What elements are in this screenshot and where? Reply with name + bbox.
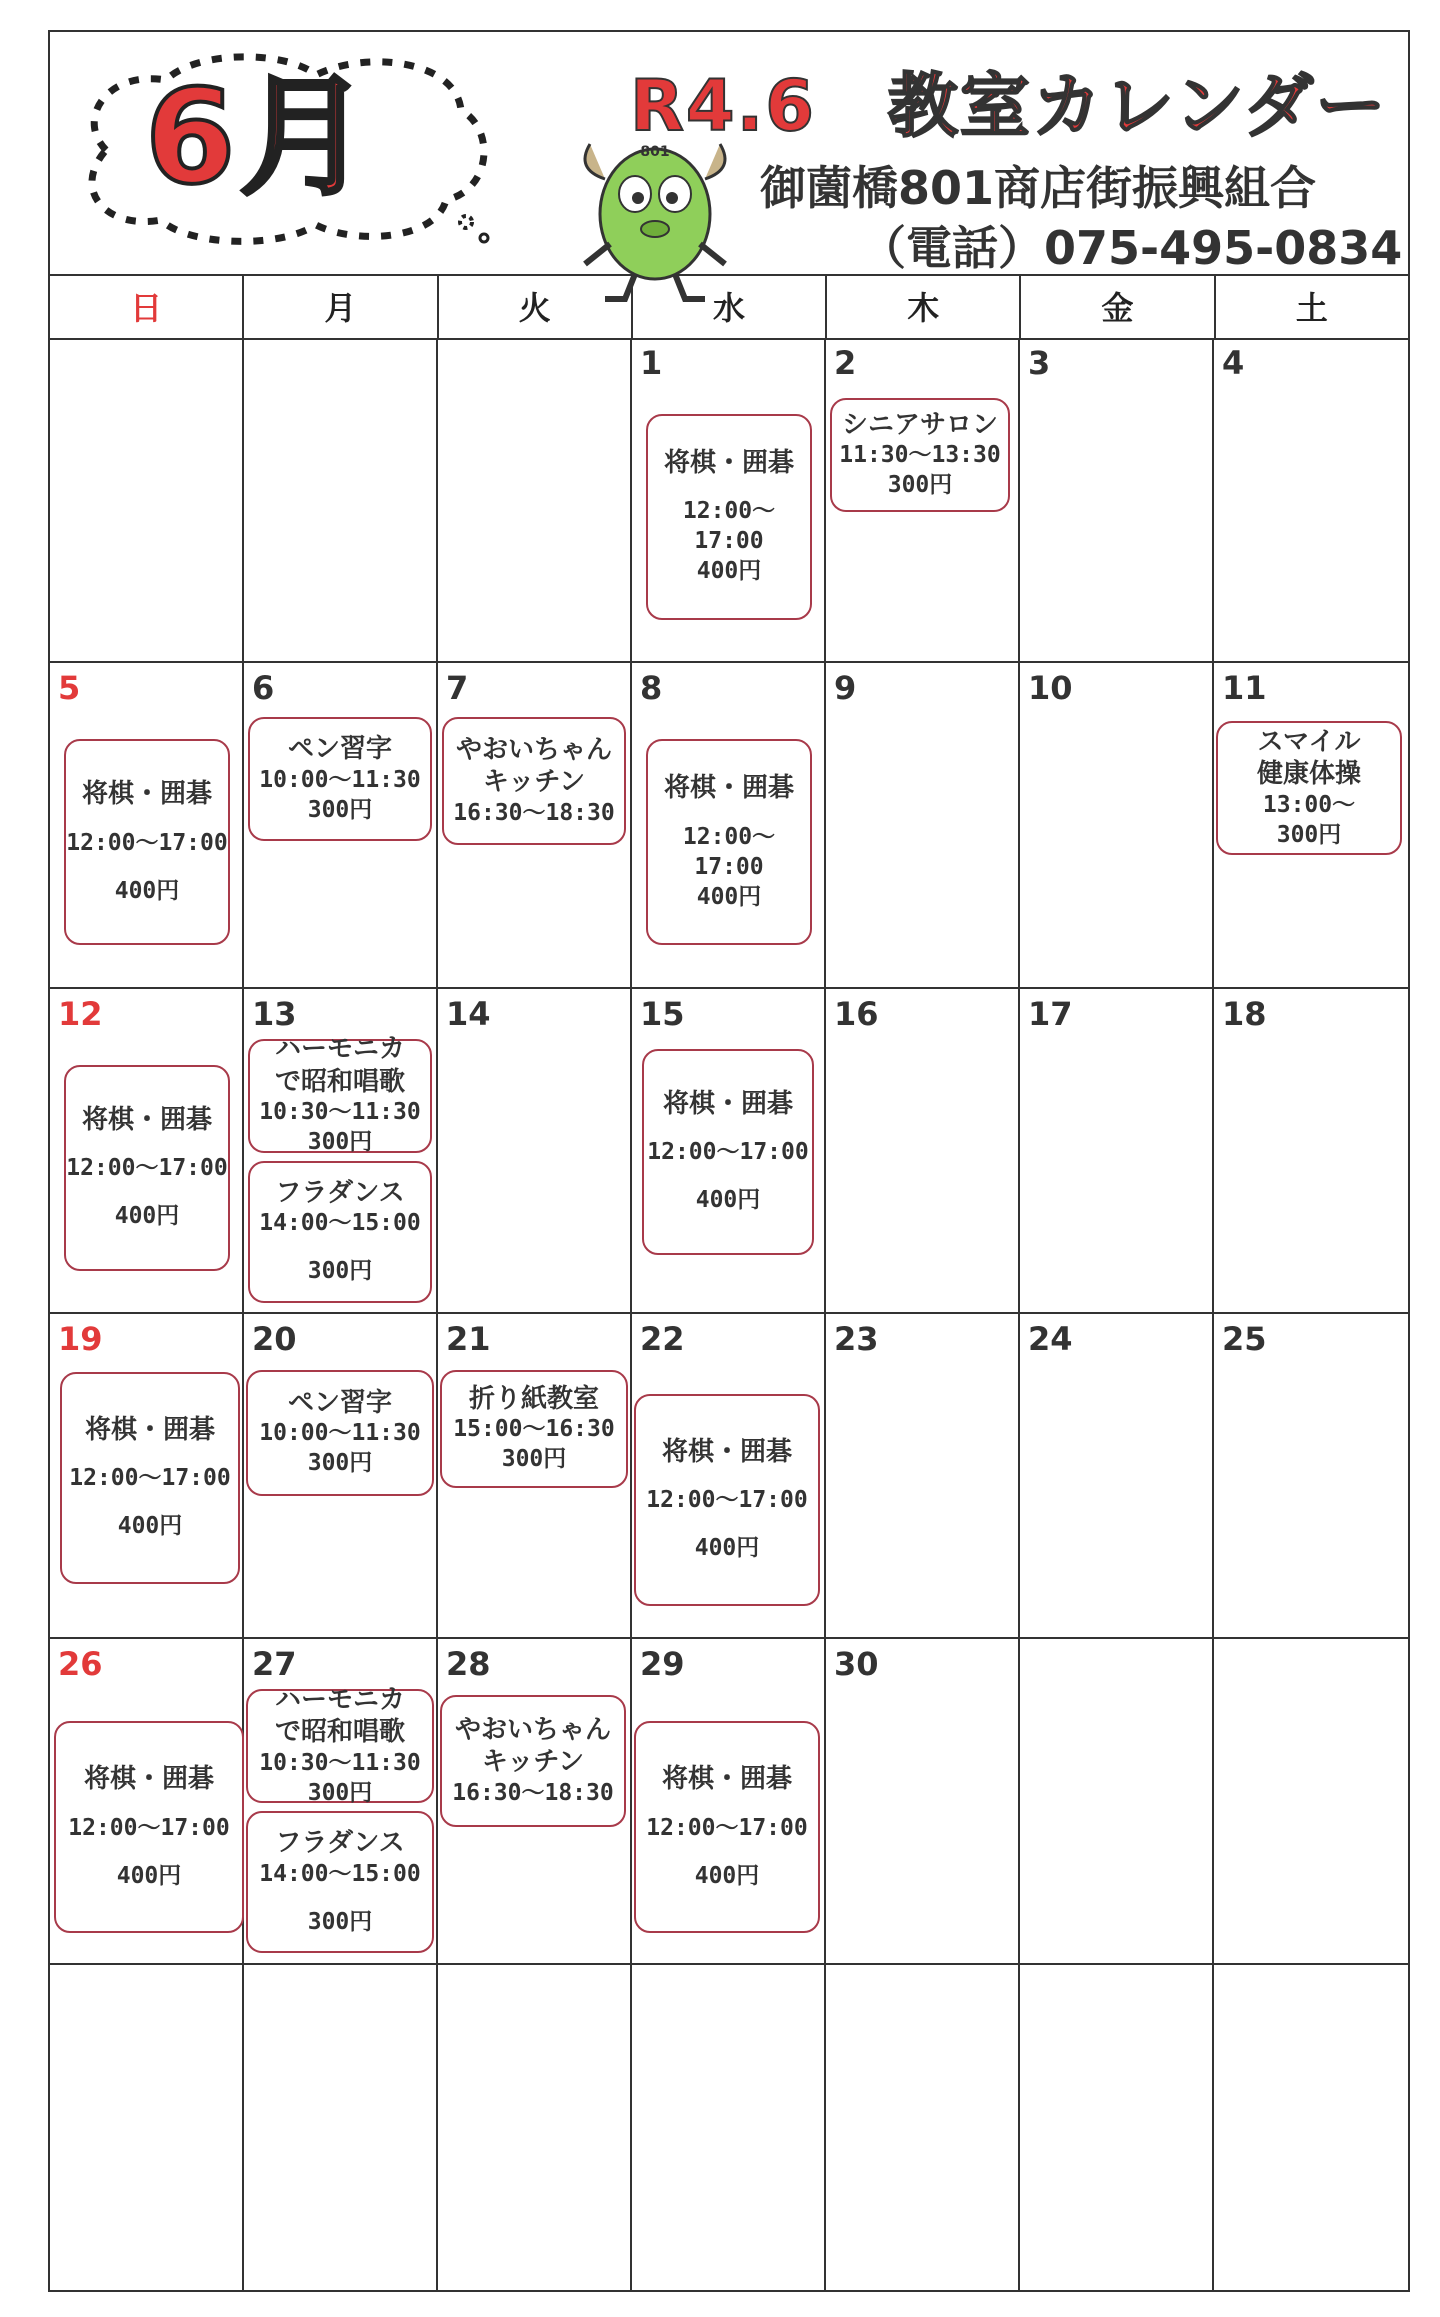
day-number: 13 — [252, 994, 297, 1033]
event-title: ペン習字 — [287, 1387, 392, 1418]
day-number: 27 — [252, 1645, 297, 1684]
day-cell — [1214, 1639, 1408, 1964]
event-pen-shuji[interactable] — [248, 717, 432, 841]
calendar-title: R4.6 教室カレンダー — [630, 65, 1388, 147]
event-price: 400円 — [114, 877, 180, 904]
event-subtitle: で昭和唱歌 — [274, 1717, 405, 1748]
day-number: 7 — [446, 669, 469, 708]
event-price: 300円 — [501, 1446, 567, 1473]
event-price: 300円 — [307, 1129, 373, 1156]
day-cell — [632, 1965, 826, 2290]
day-cell — [438, 1965, 632, 2290]
event-title: 将棋・囲碁 — [661, 1764, 792, 1795]
day-cell — [1020, 989, 1214, 1314]
weekday-sat: 土 — [1295, 289, 1328, 327]
event-title: 将棋・囲碁 — [663, 773, 794, 804]
day-number: 8 — [640, 669, 663, 708]
day-cell — [438, 663, 632, 988]
event-time: 15:00～16:30 — [453, 1416, 615, 1443]
day-cell — [826, 989, 1020, 1314]
event-time: 10:00～11:30 — [259, 766, 421, 793]
event-time-start: 12:00～ — [682, 498, 776, 525]
weekday-fri: 金 — [1021, 274, 1215, 338]
day-number: 30 — [834, 1645, 879, 1684]
event-price: 400円 — [116, 1862, 182, 1889]
event-title: 将棋・囲碁 — [84, 1414, 215, 1445]
day-number: 29 — [640, 1645, 685, 1684]
event-yaoi-kitchen[interactable] — [440, 1695, 626, 1827]
day-number: 25 — [1222, 1320, 1267, 1358]
event-price: 400円 — [694, 1862, 760, 1889]
event-senior-salon[interactable] — [830, 398, 1010, 512]
weekday-thu: 木 — [827, 274, 1021, 338]
event-time: 12:00～17:00 — [646, 1487, 808, 1514]
event-subtitle: で昭和唱歌 — [274, 1066, 405, 1097]
event-origami[interactable] — [440, 1370, 628, 1488]
weekday-sun: 日 — [50, 274, 244, 338]
day-number: 14 — [446, 994, 491, 1033]
weekday-wed: 水 — [633, 274, 827, 338]
day-cell — [438, 338, 632, 663]
event-title: ペン習字 — [287, 734, 392, 765]
event-hula-dance[interactable] — [248, 1161, 432, 1303]
day-cell — [244, 1965, 438, 2290]
event-subtitle: 健康体操 — [1256, 759, 1361, 790]
event-time: 12:00～17:00 — [66, 1155, 228, 1182]
day-cell — [1214, 989, 1408, 1314]
event-shogi[interactable] — [54, 1721, 244, 1933]
event-time: 10:00～11:30 — [259, 1420, 421, 1447]
event-price: 400円 — [696, 558, 762, 585]
day-cell — [632, 989, 826, 1314]
day-cell — [244, 989, 438, 1314]
calendar-header — [50, 32, 1408, 276]
day-number: 21 — [446, 1320, 491, 1358]
day-number: 9 — [834, 669, 857, 708]
day-cell — [438, 1314, 632, 1639]
day-number: 23 — [834, 1320, 879, 1358]
day-cell — [826, 1639, 1020, 1964]
event-price: 300円 — [307, 1908, 373, 1935]
day-cell — [50, 1965, 244, 2290]
day-cell — [50, 1639, 244, 1964]
event-price: 300円 — [887, 472, 953, 499]
day-cell — [1214, 663, 1408, 988]
event-price: 300円 — [1276, 821, 1342, 848]
event-time: 10:30～11:30 — [259, 1099, 421, 1126]
event-time: 11:30～13:30 — [839, 442, 1001, 469]
event-title: シニアサロン — [841, 409, 998, 440]
event-price: 400円 — [696, 883, 762, 910]
event-price: 300円 — [307, 1450, 373, 1477]
mascot-badge: 801 — [640, 144, 670, 160]
event-price: 400円 — [694, 1535, 760, 1562]
day-cell — [1020, 663, 1214, 988]
event-time: 12:00～17:00 — [66, 829, 228, 856]
day-cell — [244, 1314, 438, 1639]
event-title: 折り紙教室 — [468, 1383, 599, 1414]
day-number: 3 — [1028, 344, 1051, 382]
weekday-mon: 月 — [244, 274, 438, 338]
event-time-end: 17:00 — [694, 853, 764, 880]
day-number: 4 — [1222, 344, 1245, 382]
day-cell — [1020, 338, 1214, 663]
day-cell — [1020, 1965, 1214, 2290]
event-shogi[interactable] — [64, 1065, 230, 1271]
day-number: 15 — [640, 994, 685, 1033]
event-time-end: 17:00 — [694, 528, 764, 555]
event-subtitle: キッチン — [481, 1747, 585, 1778]
weekday-row — [50, 274, 1408, 340]
event-price: 300円 — [307, 1257, 373, 1284]
event-title: スマイル — [1257, 726, 1361, 757]
calendar-page — [48, 30, 1410, 2292]
day-number: 28 — [446, 1645, 491, 1684]
event-shogi[interactable] — [646, 414, 812, 620]
day-number: 10 — [1028, 669, 1073, 708]
day-cell — [50, 338, 244, 663]
event-title: 将棋・囲碁 — [663, 447, 794, 478]
day-number: 18 — [1222, 994, 1267, 1033]
day-cell — [244, 338, 438, 663]
day-number: 6 — [252, 669, 275, 708]
event-hula-dance[interactable] — [246, 1811, 434, 1953]
event-time: 16:30～18:30 — [453, 799, 615, 826]
day-number: 24 — [1028, 1320, 1073, 1358]
event-price: 400円 — [695, 1186, 761, 1213]
event-time: 12:00～17:00 — [647, 1139, 809, 1166]
organizer-name: 御薗橋801商店街振興組合 — [760, 161, 1317, 215]
day-cell — [826, 663, 1020, 988]
event-shogi[interactable] — [60, 1372, 240, 1584]
event-shogi[interactable] — [634, 1721, 820, 1933]
event-title: 将棋・囲碁 — [81, 779, 212, 810]
event-subtitle: キッチン — [482, 767, 586, 798]
event-time: 13:00～ — [1262, 791, 1356, 818]
day-number: 26 — [58, 1645, 103, 1684]
day-number: 17 — [1028, 994, 1073, 1033]
event-shogi[interactable] — [634, 1394, 820, 1606]
day-cell — [50, 1314, 244, 1639]
day-number: 11 — [1222, 669, 1267, 708]
day-number: 12 — [58, 994, 103, 1033]
event-time: 12:00～17:00 — [646, 1814, 808, 1841]
event-harmonica[interactable] — [246, 1684, 434, 1806]
day-cell — [1020, 1314, 1214, 1639]
day-number: 5 — [58, 669, 81, 708]
day-cell — [244, 663, 438, 988]
day-cell — [632, 663, 826, 988]
day-cell — [50, 663, 244, 988]
day-number: 2 — [834, 344, 857, 382]
event-yaoi-kitchen[interactable] — [442, 717, 626, 845]
phone-number: （電話）075-495-0834 — [860, 221, 1403, 275]
event-shogi[interactable] — [642, 1049, 814, 1255]
event-shogi[interactable] — [646, 739, 812, 945]
event-title: 将棋・囲碁 — [662, 1088, 793, 1119]
day-number: 19 — [58, 1320, 103, 1358]
event-title: やおいちゃん — [455, 734, 612, 765]
day-cell — [632, 1314, 826, 1639]
day-cell — [1020, 1639, 1214, 1964]
day-cell — [50, 989, 244, 1314]
calendar-grid — [50, 338, 1408, 2290]
event-time-start: 12:00～ — [682, 823, 776, 850]
event-title: 将棋・囲碁 — [81, 1104, 212, 1135]
event-price: 400円 — [117, 1513, 183, 1540]
event-time: 10:30～11:30 — [259, 1749, 421, 1776]
event-time: 14:00～15:00 — [259, 1210, 421, 1237]
event-shogi[interactable] — [64, 739, 230, 945]
event-price: 300円 — [307, 796, 373, 823]
event-title: ハーモニカ — [274, 1684, 405, 1715]
day-cell — [1214, 1314, 1408, 1639]
day-cell — [1214, 338, 1408, 663]
event-time: 14:00～15:00 — [259, 1860, 421, 1887]
event-title: フラダンス — [275, 1177, 405, 1208]
event-time: 12:00～17:00 — [68, 1814, 230, 1841]
event-price: 400円 — [114, 1202, 180, 1229]
event-time: 16:30～18:30 — [452, 1779, 614, 1806]
day-cell — [826, 1965, 1020, 2290]
day-cell — [632, 338, 826, 663]
event-harmonica[interactable] — [248, 1034, 432, 1156]
day-cell — [632, 1639, 826, 1964]
event-title: やおいちゃん — [454, 1714, 611, 1745]
event-time: 12:00～17:00 — [69, 1465, 231, 1492]
day-cell — [826, 1314, 1020, 1639]
month-label: 6月 — [145, 61, 374, 213]
day-number: 20 — [252, 1320, 297, 1358]
event-pen-shuji[interactable] — [246, 1370, 434, 1496]
day-number: 16 — [834, 994, 879, 1033]
event-title: フラダンス — [275, 1828, 405, 1859]
event-smile-exercise[interactable] — [1216, 721, 1402, 855]
day-cell — [826, 338, 1020, 663]
weekday-tue: 火 — [439, 274, 633, 338]
day-number: 1 — [640, 344, 663, 382]
day-cell — [438, 1639, 632, 1964]
day-number: 22 — [640, 1320, 685, 1358]
event-price: 300円 — [307, 1779, 373, 1806]
event-title: 将棋・囲碁 — [83, 1764, 214, 1795]
day-cell — [1214, 1965, 1408, 2290]
day-cell — [244, 1639, 438, 1964]
event-title: ハーモニカ — [274, 1034, 405, 1065]
event-title: 将棋・囲碁 — [661, 1436, 792, 1467]
day-cell — [438, 989, 632, 1314]
